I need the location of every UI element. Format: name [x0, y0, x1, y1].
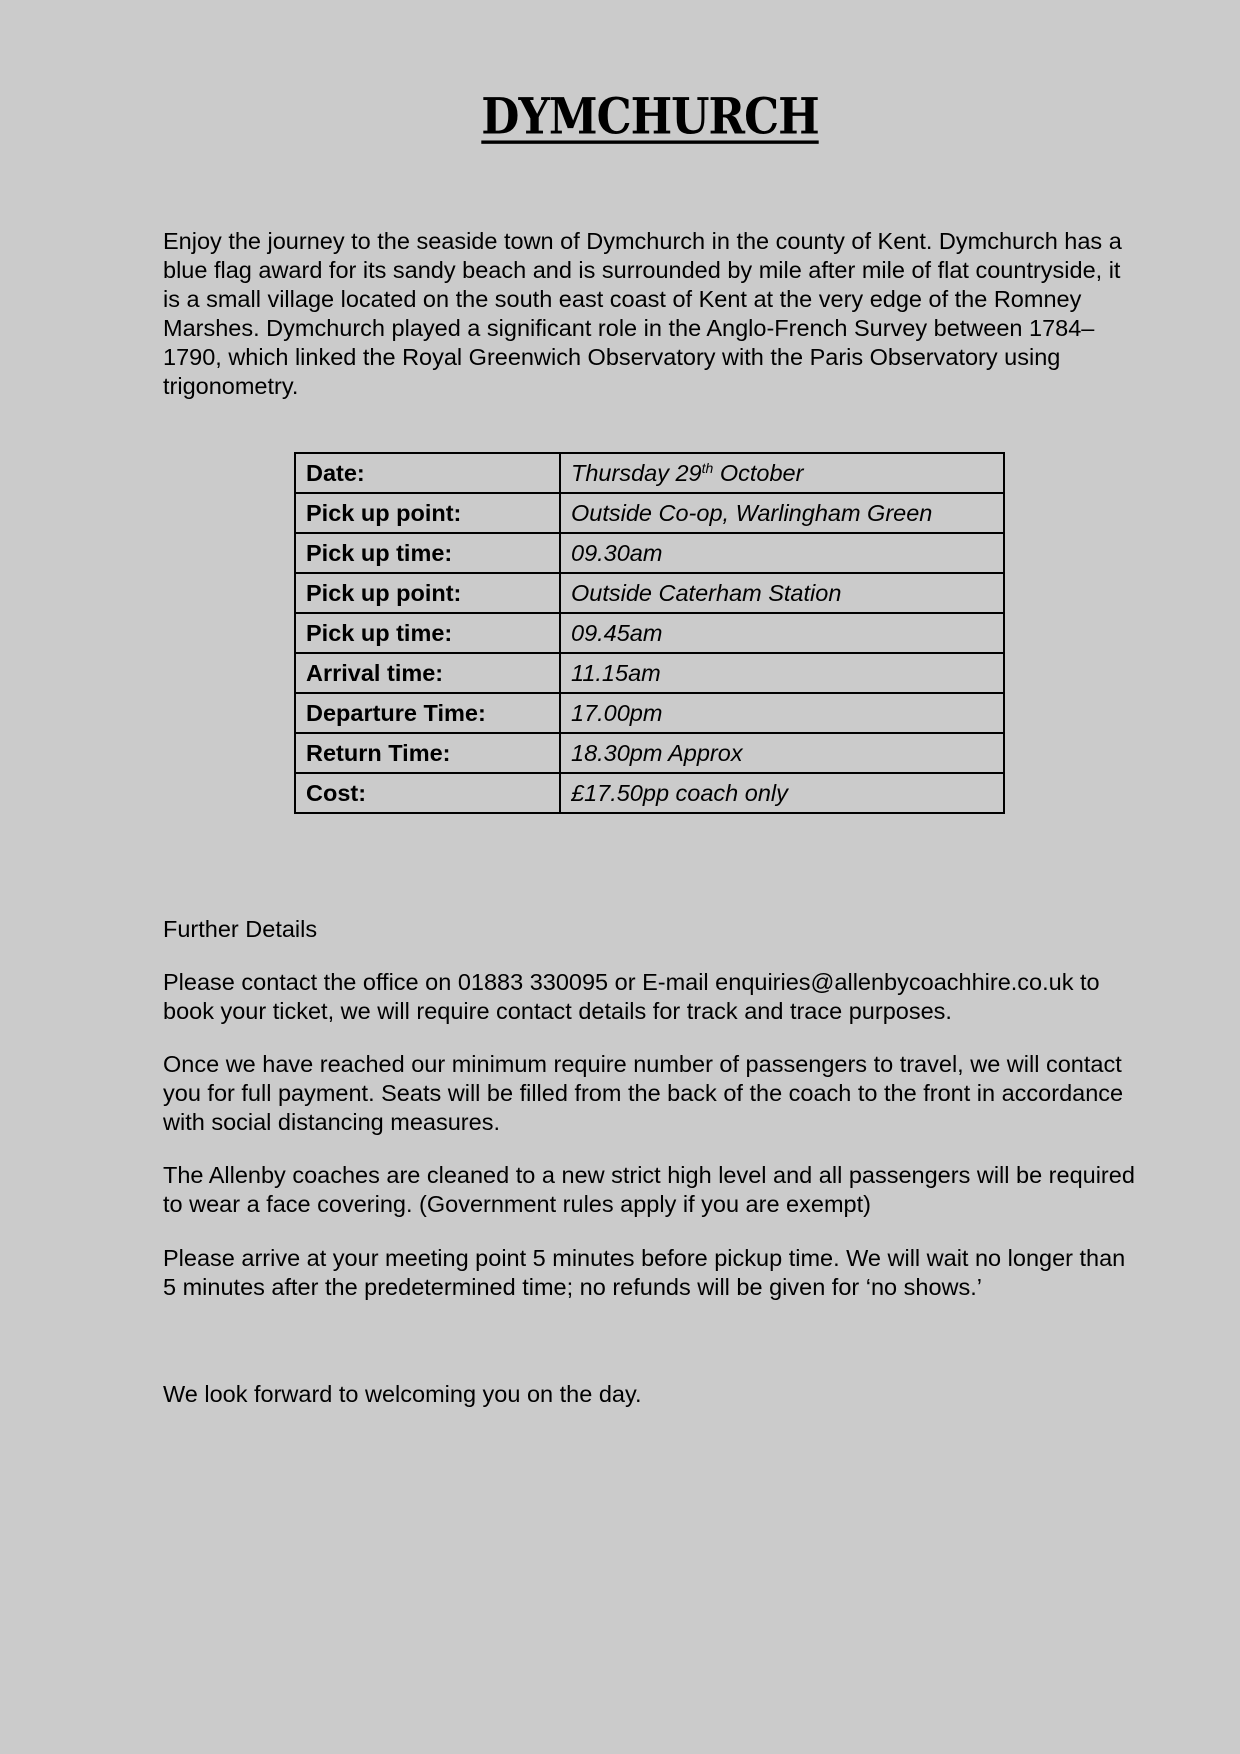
row-label: Return Time: [295, 733, 560, 773]
row-label: Departure Time: [295, 693, 560, 733]
date-value-month: October [713, 459, 804, 486]
row-label: Pick up point: [295, 573, 560, 613]
page-title [0, 89, 1240, 146]
row-value: 17.00pm [560, 693, 1004, 733]
contact-paragraph: Please contact the office on 01883 330095 or E-mail enquiries@allenbycoachhire.co.uk to book your ticket, we will require contact details for track and trace purposes. [163, 969, 1100, 1024]
arrival-paragraph: Please arrive at your meeting point 5 minutes before pickup time. We will wait no longer than 5 minutes after the predetermined time; no refunds will be given for ‘no shows.’ [163, 1245, 1126, 1300]
row-value: 09.45am [560, 613, 1004, 653]
table-row [295, 533, 1004, 573]
table-row [295, 453, 1004, 493]
table-row [295, 653, 1004, 693]
row-label: Arrival time: [295, 653, 560, 693]
row-label: Pick up point: [295, 493, 560, 533]
row-label: Cost: [295, 773, 560, 813]
table-row [295, 693, 1004, 733]
trip-details-table [294, 452, 1005, 814]
row-value: 18.30pm Approx [560, 733, 1004, 773]
table-row [295, 613, 1004, 653]
table-row [295, 573, 1004, 613]
table-row [295, 493, 1004, 533]
row-value: 11.15am [560, 653, 1004, 693]
row-label: Pick up time: [295, 613, 560, 653]
payment-paragraph: Once we have reached our minimum require number of passengers to travel, we will contact you for full payment. Seats will be filled from the back of the coach to the front in accordance with social distancing measures. [163, 1051, 1124, 1135]
table-row [295, 773, 1004, 813]
date-value [560, 453, 1004, 493]
closing-line: We look forward to welcoming you on the day. [163, 1381, 642, 1407]
row-label: Pick up time: [295, 533, 560, 573]
date-value-day: Thursday 29 [571, 459, 702, 486]
date-value-suffix: th [701, 459, 714, 476]
row-value: Outside Co-op, Warlingham Green [560, 493, 1004, 533]
intro-paragraph: Enjoy the journey to the seaside town of Dymchurch in the county of Kent. Dymchurch has a blue flag award for its sandy beach and is surrounded by mile after mile of flat countryside, it is a small village located on the south east coast of Kent at the very edge of the Romney Marshes. Dymchurch played a significant role in the Anglo-French Survey between 1784–1790, which linked the Royal Greenwich Observatory with the Paris Observatory using trigonometry. [163, 228, 1122, 399]
hygiene-paragraph: The Allenby coaches are cleaned to a new strict high level and all passengers will be required to wear a face covering. (Government rules apply if you are exempt) [163, 1162, 1135, 1217]
row-value: £17.50pp coach only [560, 773, 1004, 813]
date-label: Date: [295, 453, 560, 493]
page-title-text: DYMCHURCH [481, 88, 819, 147]
table-row [295, 733, 1004, 773]
further-details-heading: Further Details [163, 916, 318, 942]
row-value: 09.30am [560, 533, 1004, 573]
row-value: Outside Caterham Station [560, 573, 1004, 613]
